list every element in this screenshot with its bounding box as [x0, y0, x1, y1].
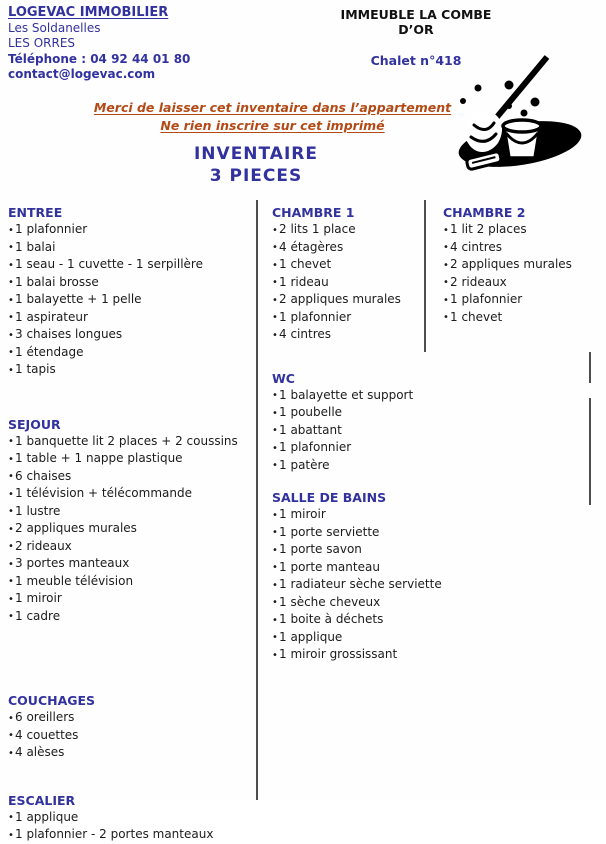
- item-text: 1 rideau: [279, 274, 329, 289]
- bullet-icon: •: [272, 527, 278, 538]
- bullet-icon: •: [272, 224, 278, 236]
- inventory-item: [8, 590, 256, 608]
- item-text: 4 étagères: [279, 239, 344, 254]
- bullet-icon: •: [272, 294, 278, 306]
- inventory-item: [8, 309, 256, 327]
- bullet-icon: •: [8, 506, 14, 517]
- inventory-item: [8, 326, 256, 344]
- inventory-item: [272, 221, 424, 239]
- item-text: 1 porte serviette: [279, 524, 380, 539]
- item-text: 2 appliques murales: [450, 257, 572, 271]
- inventory-item: [272, 422, 424, 440]
- item-text: 6 chaises: [15, 468, 72, 483]
- bullet-icon: •: [8, 471, 14, 482]
- inventory-item: [8, 274, 256, 292]
- inventory-item: [272, 256, 424, 274]
- inventory-item: [443, 274, 601, 292]
- bullet-icon: •: [8, 576, 14, 587]
- inventory-item: [8, 538, 256, 556]
- bullet-icon: •: [272, 509, 278, 521]
- inventory-item: [8, 709, 256, 727]
- notice-line-2: Ne rien inscrire sur cet imprimé: [160, 118, 385, 133]
- inventory-item: [272, 629, 424, 647]
- section-entree: [8, 205, 256, 379]
- bullet-icon: •: [443, 224, 449, 236]
- item-text: 3 portes manteaux: [15, 556, 130, 570]
- bullet-icon: •: [8, 277, 14, 288]
- inventory-item: [8, 503, 256, 521]
- bullet-icon: •: [8, 730, 14, 741]
- item-text: 1 plafonnier - 2 portes manteaux: [15, 827, 214, 841]
- title-line-1: INVENTAIRE: [193, 144, 318, 164]
- section-title: CHAMBRE 1: [272, 205, 355, 220]
- item-text: 2 lits 1 place: [279, 222, 356, 236]
- section-title: COUCHAGES: [8, 693, 96, 708]
- inventory-item: [8, 608, 256, 626]
- bullet-icon: •: [272, 649, 278, 661]
- bullet-icon: •: [8, 812, 14, 823]
- inventory-item: [8, 826, 256, 844]
- inventory-item: [272, 576, 442, 594]
- item-text: 1 balayette + 1 pelle: [15, 292, 142, 306]
- section-chambre-2: [443, 205, 601, 326]
- bullet-icon: •: [443, 242, 449, 253]
- column-middle: [272, 205, 442, 664]
- inventory-item: [272, 594, 424, 612]
- item-text: 1 radiateur sèche serviette: [279, 577, 442, 591]
- bullet-icon: •: [8, 488, 14, 500]
- bullet-icon: •: [8, 712, 14, 724]
- item-text: 1 applique: [279, 629, 343, 644]
- agency-block: [8, 5, 190, 83]
- notice-block: [0, 99, 545, 135]
- item-text: 1 sèche cheveux: [279, 594, 381, 609]
- column-left: [8, 205, 256, 844]
- item-text: 1 plafonnier: [279, 309, 352, 324]
- item-text: 1 étendage: [15, 344, 84, 359]
- inventory-item: [443, 256, 601, 274]
- item-text: 1 cadre: [15, 608, 61, 623]
- item-text: 1 lustre: [15, 503, 61, 518]
- bullet-icon: •: [8, 224, 14, 236]
- item-text: 2 rideaux: [15, 538, 72, 553]
- bullet-icon: •: [272, 544, 278, 556]
- item-text: 6 oreillers: [15, 710, 75, 724]
- title-line-2: 3 PIECES: [209, 166, 303, 186]
- bullet-icon: •: [272, 259, 278, 271]
- agency-email: contact@logevac.com: [8, 67, 156, 81]
- bullet-icon: •: [443, 277, 449, 288]
- bullet-icon: •: [272, 407, 278, 419]
- right-edge-rule-top: [589, 352, 591, 383]
- item-text: 1 plafonnier: [279, 440, 352, 454]
- bullet-icon: •: [8, 453, 14, 465]
- bullet-icon: •: [272, 277, 278, 288]
- inventory-item: [8, 291, 256, 309]
- item-text: 2 rideaux: [450, 274, 507, 289]
- bullet-icon: •: [272, 329, 278, 341]
- inventory-item: [8, 361, 256, 379]
- item-text: 4 cintres: [279, 327, 331, 341]
- inventory-item: [272, 404, 424, 422]
- section-title: ESCALIER: [8, 792, 76, 808]
- section-title: SEJOUR: [8, 416, 61, 432]
- item-text: 1 balai: [15, 239, 56, 254]
- section-title: CHAMBRE 2: [443, 205, 526, 220]
- item-text: 4 alèses: [15, 745, 65, 759]
- inventory-item: [8, 221, 256, 239]
- unit-number: Chalet n°418: [370, 53, 462, 68]
- agency-city: LES ORRES: [8, 36, 76, 50]
- item-text: 1 patère: [279, 457, 330, 472]
- inventory-item: [272, 524, 424, 542]
- inventory-item: [272, 439, 424, 457]
- item-text: 1 boite à déchets: [279, 612, 384, 626]
- bullet-icon: •: [443, 294, 449, 306]
- bullet-icon: •: [8, 259, 14, 271]
- section-title: WC: [272, 370, 295, 386]
- bullet-icon: •: [8, 329, 14, 341]
- item-text: 1 miroir: [279, 507, 326, 521]
- building-name: IMMEUBLE LA COMBE D’OR: [340, 7, 492, 37]
- item-text: 1 télévision + télécommande: [15, 486, 192, 500]
- bullet-icon: •: [272, 562, 278, 573]
- item-text: 2 appliques murales: [279, 292, 401, 306]
- bullet-icon: •: [8, 829, 14, 841]
- item-text: 1 lit 2 places: [450, 222, 527, 236]
- inventory-item: [443, 309, 601, 327]
- inventory-item: [8, 809, 256, 827]
- inventory-item: [8, 468, 256, 486]
- item-text: 1 porte savon: [279, 542, 362, 556]
- bullet-icon: •: [8, 747, 14, 759]
- bullet-icon: •: [443, 259, 449, 271]
- item-text: 1 porte manteau: [279, 559, 380, 574]
- bullet-icon: •: [8, 541, 14, 552]
- inventory-item: [8, 344, 256, 362]
- item-text: 1 plafonnier: [15, 222, 88, 236]
- section-escalier: [8, 793, 256, 844]
- item-text: 1 balai brosse: [15, 274, 99, 289]
- item-text: 4 couettes: [15, 727, 79, 742]
- bullet-icon: •: [8, 523, 14, 535]
- bullet-icon: •: [272, 579, 278, 591]
- inventory-item: [272, 506, 424, 524]
- inventory-item: [8, 485, 256, 503]
- inventory-item: [8, 239, 256, 257]
- inventory-item: [8, 520, 256, 538]
- bullet-icon: •: [272, 614, 278, 626]
- inventory-item: [8, 744, 256, 762]
- agency-residence: Les Soldanelles: [8, 20, 101, 35]
- item-text: 1 miroir grossissant: [279, 647, 398, 661]
- bullet-icon: •: [8, 242, 14, 253]
- right-edge-rule-bottom: [589, 398, 591, 505]
- inventory-item: [443, 291, 601, 309]
- agency-phone: Téléphone : 04 92 44 01 80: [8, 51, 191, 66]
- item-text: 1 chevet: [450, 309, 503, 324]
- item-text: 1 plafonnier: [450, 292, 523, 306]
- bullet-icon: •: [272, 442, 278, 454]
- inventory-item: [8, 555, 256, 573]
- column-right: [443, 205, 601, 326]
- item-text: 1 banquette lit 2 places + 2 coussins: [15, 433, 238, 448]
- section-sejour: [8, 417, 256, 626]
- item-text: 1 miroir: [15, 591, 62, 605]
- inventory-item: [272, 646, 424, 664]
- inventory-item: [272, 541, 424, 559]
- bullet-icon: •: [8, 347, 14, 358]
- page-title: [0, 143, 512, 187]
- bullet-icon: •: [272, 242, 278, 253]
- column-divider-1: [256, 200, 258, 800]
- inventory-item: [272, 239, 424, 257]
- inventory-item: [272, 291, 424, 309]
- inventory-item: [8, 450, 256, 468]
- item-text: 2 appliques murales: [15, 521, 137, 535]
- item-text: 1 meuble télévision: [15, 573, 134, 588]
- item-text: 4 cintres: [450, 239, 502, 254]
- bullet-icon: •: [8, 593, 14, 605]
- bullet-icon: •: [8, 611, 14, 622]
- column-divider-2: [424, 200, 426, 352]
- bullet-icon: •: [272, 425, 278, 436]
- section-title: ENTREE: [8, 205, 63, 220]
- item-text: 1 balayette et support: [279, 387, 414, 402]
- section-salle-de-bains: [272, 490, 442, 664]
- item-text: 1 chevet: [279, 257, 332, 271]
- item-text: 1 table + 1 nappe plastique: [15, 451, 183, 465]
- section-wc: [272, 371, 424, 475]
- section-title: SALLE DE BAINS: [272, 490, 387, 505]
- inventory-item: [8, 727, 256, 745]
- item-text: 1 poubelle: [279, 405, 343, 419]
- item-text: 1 seau - 1 cuvette - 1 serpillère: [15, 257, 203, 271]
- bullet-icon: •: [8, 436, 14, 447]
- inventory-item: [272, 274, 424, 292]
- bullet-icon: •: [8, 558, 14, 570]
- inventory-item: [8, 256, 256, 274]
- bullet-icon: •: [8, 312, 14, 323]
- bullet-icon: •: [443, 312, 449, 323]
- inventory-item: [272, 387, 424, 405]
- inventory-item: [8, 433, 256, 451]
- bullet-icon: •: [272, 390, 278, 401]
- inventory-item: [8, 573, 256, 591]
- bullet-icon: •: [272, 460, 278, 471]
- bullet-icon: •: [272, 632, 278, 643]
- item-text: 1 abattant: [279, 422, 342, 437]
- bullet-icon: •: [8, 294, 14, 306]
- inventory-item: [272, 611, 424, 629]
- bullet-icon: •: [272, 312, 278, 323]
- inventory-item: [272, 457, 424, 475]
- inventory-item: [272, 309, 424, 327]
- bullet-icon: •: [8, 364, 14, 376]
- inventory-item: [272, 326, 424, 344]
- inventory-item: [443, 239, 601, 257]
- agency-name: LOGEVAC IMMOBILIER: [8, 5, 169, 20]
- inventory-item: [443, 221, 601, 239]
- bullet-icon: •: [272, 597, 278, 608]
- inventory-item: [272, 559, 424, 577]
- section-couchages: [8, 693, 256, 762]
- notice-line-1: Merci de laisser cet inventaire dans l’appartement: [93, 100, 452, 115]
- item-text: 1 aspirateur: [15, 309, 88, 324]
- item-text: 3 chaises longues: [15, 327, 123, 341]
- item-text: 1 tapis: [15, 362, 56, 376]
- section-chambre-1: [272, 205, 424, 344]
- item-text: 1 applique: [15, 809, 79, 824]
